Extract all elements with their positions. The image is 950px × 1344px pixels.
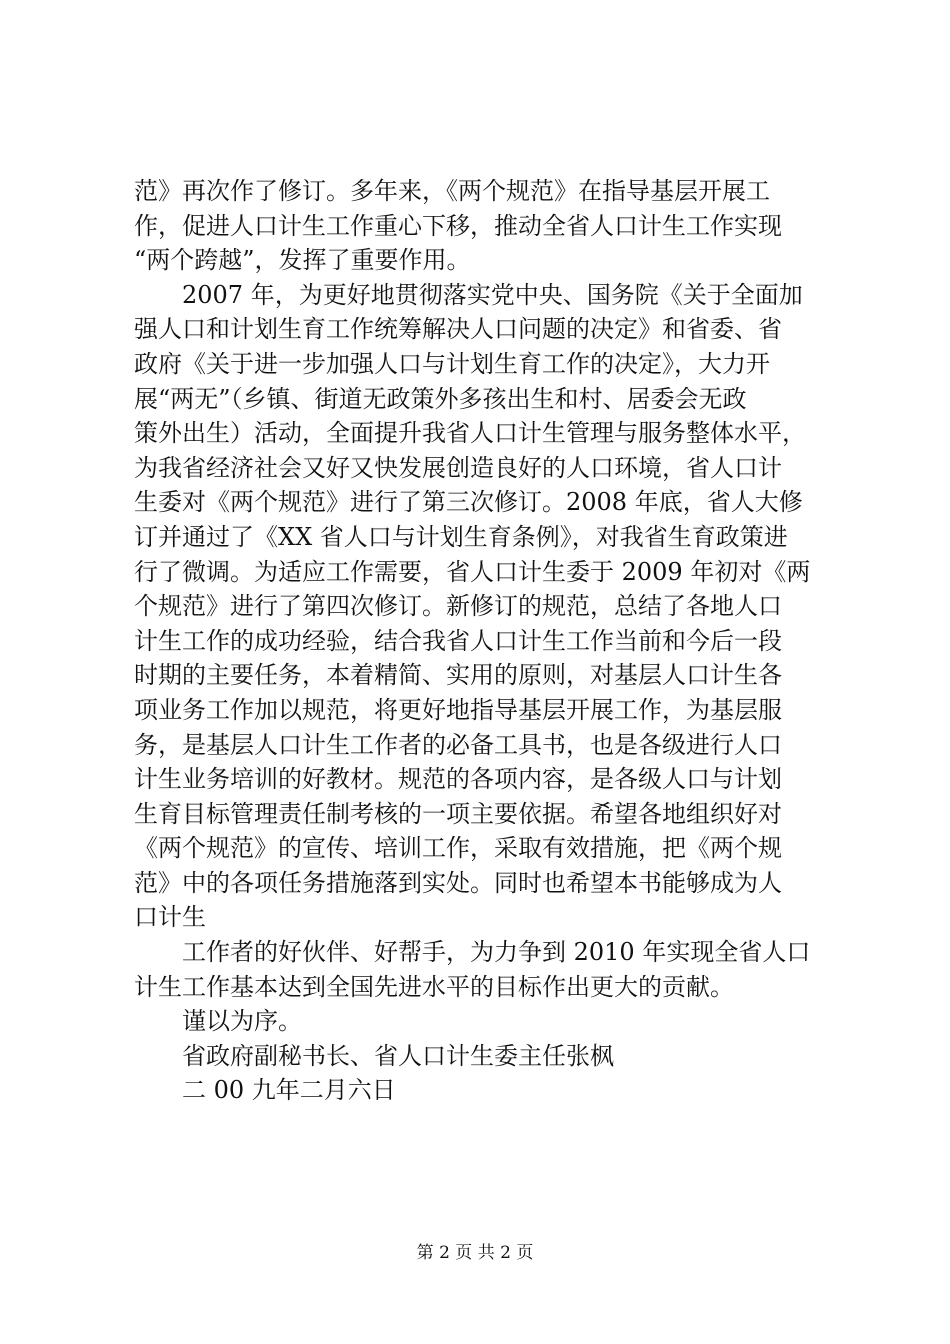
- text-line: 时期的主要任务，本着精简、实用的原则，对基层人口计生各: [134, 661, 782, 690]
- text-line: 个规范》进行了第四次修订。新修订的规范，总结了各地人口: [134, 592, 782, 621]
- text-line: 为我省经济社会又好又快发展创造良好的人口环境，省人口计: [134, 453, 782, 482]
- text-line: 行了微调。为适应工作需要，省人口计生委于 2009 年初对《两: [134, 557, 811, 586]
- text-line: 项业务工作加以规范，将更好地指导基层开展工作，为基层服: [134, 695, 782, 724]
- text-line: 计生工作基本达到全国先进水平的目标作出更大的贡献。: [134, 972, 734, 1001]
- text-line: 生育目标管理责任制考核的一项主要依据。希望各地组织好对: [134, 799, 782, 828]
- text-line: 范》再次作了修订。多年来，《两个规范》在指导基层开展工: [134, 177, 770, 205]
- document-body: [134, 174, 824, 1108]
- text-line: 《两个规范》的宣传、培训工作，采取有效措施，把《两个规: [134, 834, 782, 863]
- text-line: “两个跨越”，发挥了重要作用。: [134, 246, 471, 275]
- text-line: 生委对《两个规范》进行了第三次修订。2008 年底，省人大修: [134, 488, 803, 517]
- text-line: 订并通过了《XX 省人口与计划生育条例》，对我省生育政策进: [134, 522, 788, 551]
- text-line: 口计生: [134, 903, 206, 932]
- text-line: 作，促进人口计生工作重心下移，推动全省人口计生工作实现: [134, 211, 782, 240]
- page-number-footer: 第 2 页 共 2 页: [416, 1243, 534, 1263]
- text-line: 政府《关于进一步加强人口与计划生育工作的决定》，大力开: [134, 349, 770, 378]
- text-line: 范》中的各项任务措施落到实处。同时也希望本书能够成为人: [134, 868, 782, 897]
- text-line: 强人口和计划生育工作统筹解决人口问题的决定》和省委、省: [134, 315, 782, 344]
- text-line: 务，是基层人口计生工作者的必备工具书，也是各级进行人口: [134, 730, 782, 759]
- date-line: 二 00 九年二月六日: [134, 1076, 396, 1105]
- text-line: 策外出生）活动，全面提升我省人口计生管理与服务整体水平，: [134, 419, 806, 448]
- text-line: 2007 年，为更好地贯彻落实党中央、国务院《关于全面加: [134, 280, 803, 309]
- closing-line: 谨以为序。: [134, 1007, 302, 1036]
- text-line: 展“两无”（乡镇、街道无政策外多孩出生和村、居委会无政: [134, 384, 747, 413]
- text-line: 工作者的好伙伴、好帮手，为力争到 2010 年实现全省人口: [134, 938, 811, 967]
- text-line: 计生业务培训的好教材。规范的各项内容，是各级人口与计划: [134, 765, 782, 794]
- signature-line: 省政府副秘书长、省人口计生委主任张枫: [134, 1041, 614, 1070]
- text-line: 计生工作的成功经验，结合我省人口计生工作当前和今后一段: [134, 626, 782, 655]
